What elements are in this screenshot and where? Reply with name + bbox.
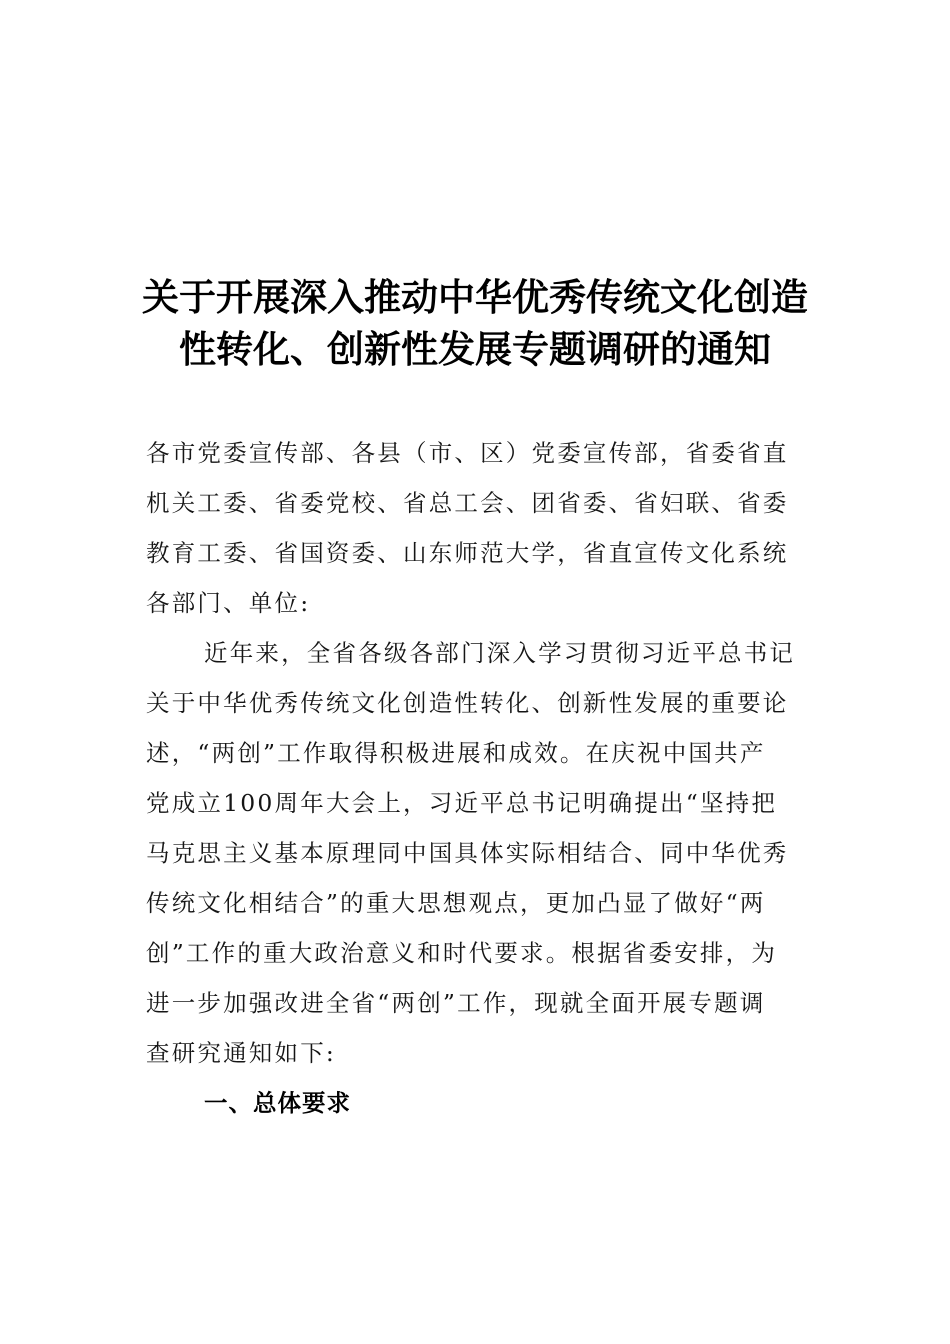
paragraph-line-9: 查研究通知如下: xyxy=(146,1039,337,1067)
paragraph-line-4: 党成立100周年大会上，习近平总书记明确提出“坚持把 xyxy=(146,789,778,817)
paragraph-line-7: 创”工作的重大政治意义和时代要求。根据省委安排，为 xyxy=(146,939,778,967)
section-heading: 一、总体要求 xyxy=(204,1089,351,1117)
paragraph-line-3: 述，“两创”工作取得积极进展和成效。在庆祝中国共产 xyxy=(146,739,766,767)
paragraph-line-6: 传统文化相结合”的重大思想观点，更加凸显了做好“两 xyxy=(146,889,766,917)
addressee-line-3: 教育工委、省国资委、山东师范大学，省直宣传文化系统 xyxy=(146,539,789,567)
paragraph-line-5: 马克思主义基本原理同中国具体实际相结合、同中华优秀 xyxy=(146,839,789,867)
paragraph-line-1: 近年来，全省各级各部门深入学习贯彻习近平总书记 xyxy=(204,639,796,667)
paragraph-line-2: 关于中华优秀传统文化创造性转化、创新性发展的重要论 xyxy=(146,689,789,717)
addressee-line-4: 各部门、单位: xyxy=(146,589,311,617)
document-body xyxy=(146,428,806,1128)
addressee-line-1: 各市党委宣传部、各县（市、区）党委宣传部，省委省直 xyxy=(146,439,789,467)
title-line-1: 关于开展深入推动中华优秀传统文化创造 xyxy=(142,276,808,319)
addressee-line-2: 机关工委、省委党校、省总工会、团省委、省妇联、省委 xyxy=(146,489,789,517)
title-line-2: 性转化、创新性发展专题调研的通知 xyxy=(179,328,771,371)
paragraph-line-8: 进一步加强改进全省“两创”工作，现就全面开展专题调 xyxy=(146,989,766,1017)
document-title xyxy=(120,272,830,376)
